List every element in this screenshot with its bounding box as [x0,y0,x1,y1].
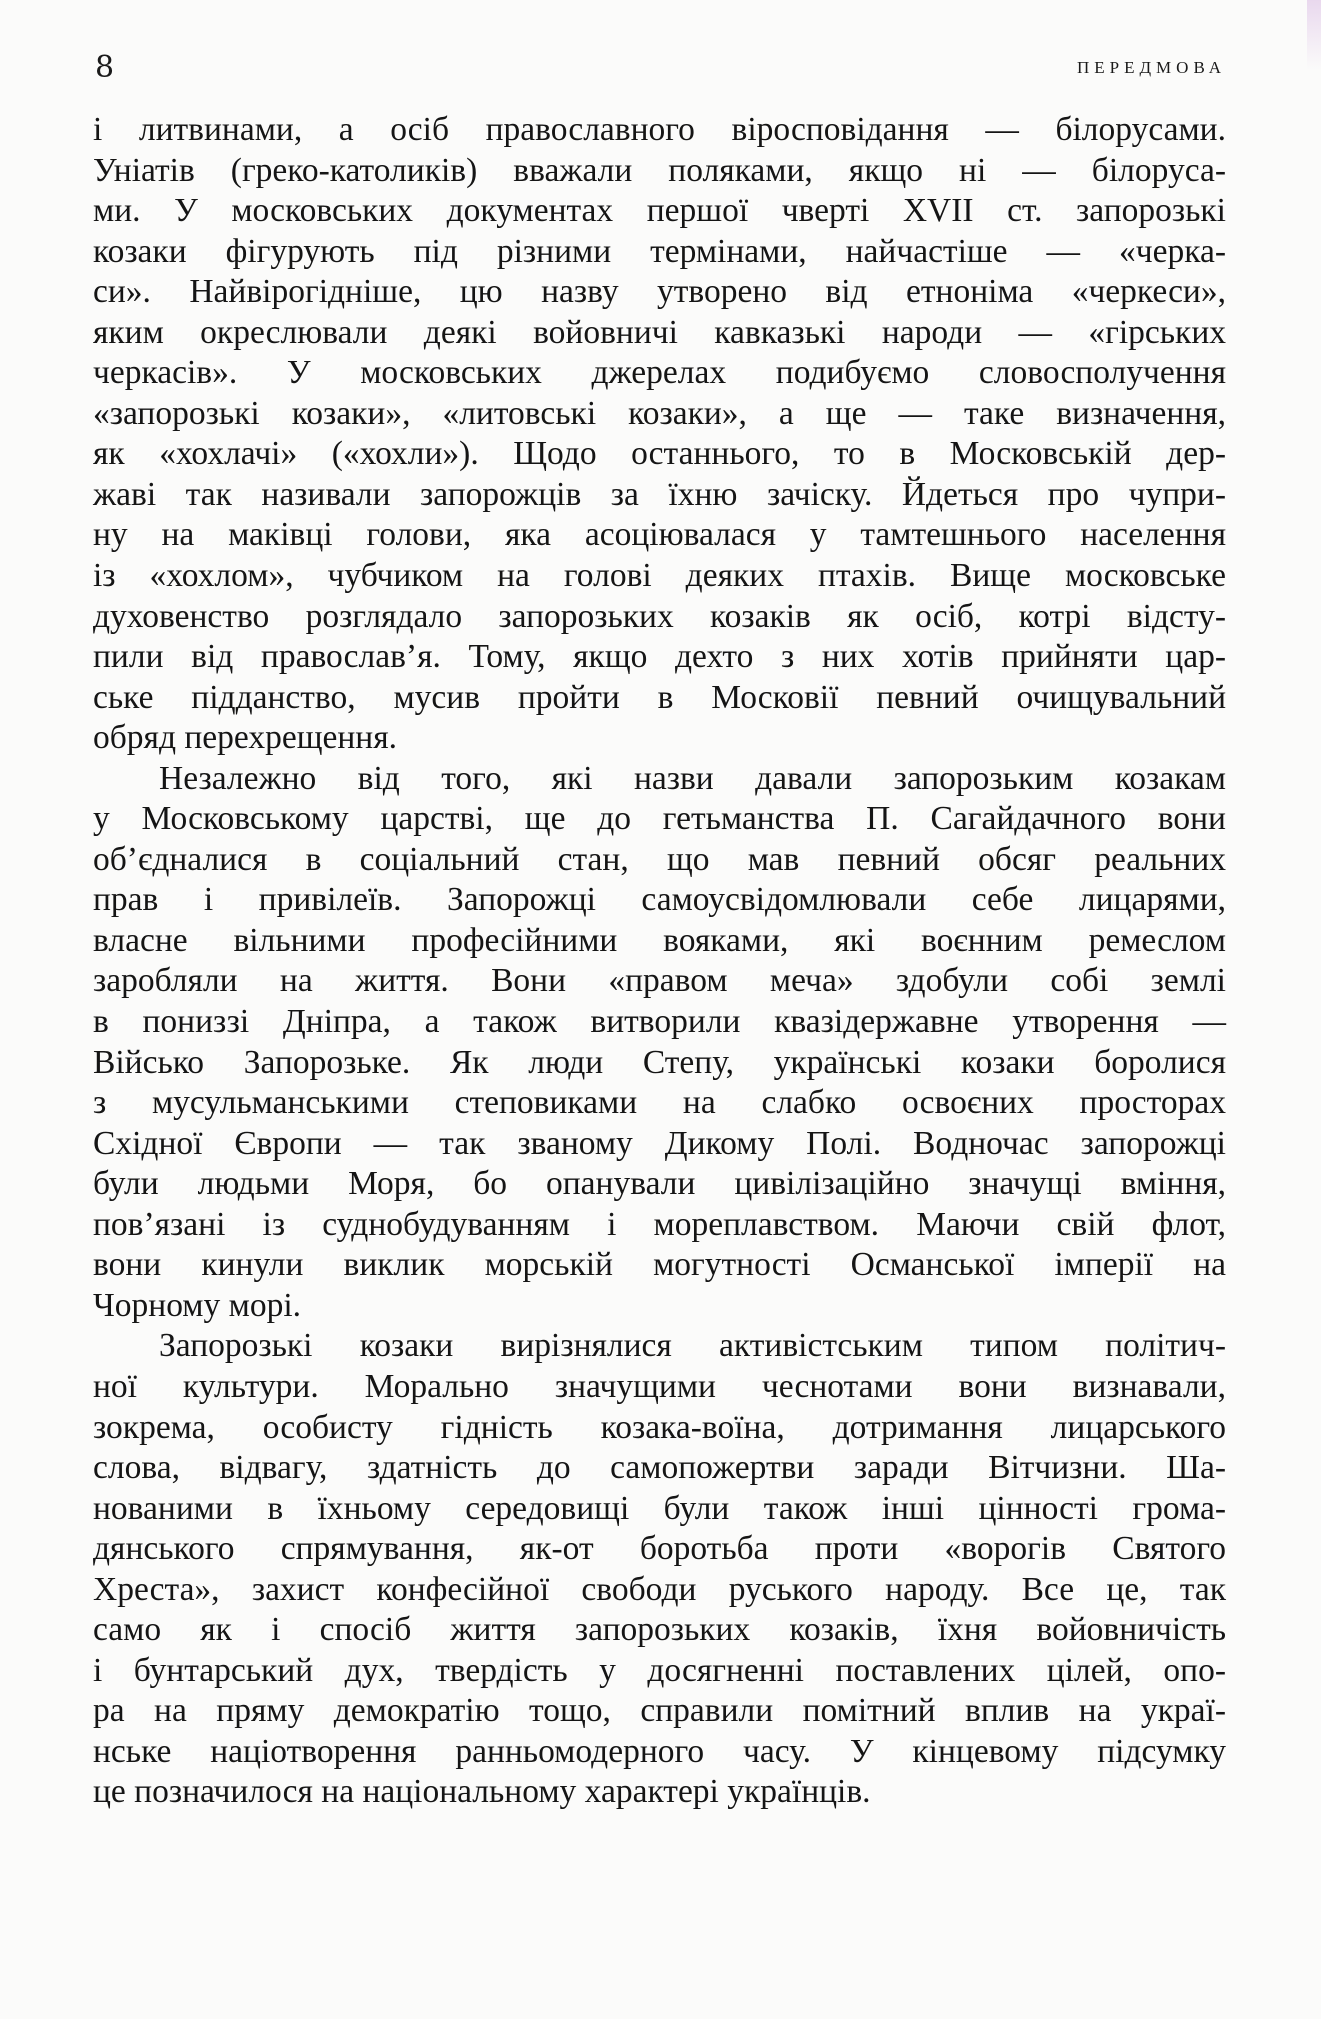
text-line: у Московському царстві, ще до гетьманства П. Сагайдачного вони [93,800,1226,838]
text-line: Уніатів (греко-католиків) вважали поляками, якщо ні — білоруса- [93,151,1226,189]
paragraph-1 [93,110,1226,759]
text-line: обряд перехрещення. [93,719,398,757]
text-line: Хреста», захист конфесійної свободи руського народу. Все це, так [93,1570,1226,1608]
text-line: пов’язані із суднобудуванням і мореплавством. Маючи свій флот, [93,1205,1226,1243]
text-line: ну на маківці голови, яка асоціювалася у тамтешнього населення [93,516,1226,554]
text-line: Чорному морі. [93,1286,302,1324]
text-line: Військо Запорозьке. Як люди Степу, українські козаки боролися [93,1043,1226,1081]
text-line: в пониззі Дніпра, а також витворили квазідержавне утворення — [93,1003,1226,1041]
text-line: «запорозькі козаки», «литовські козаки», а ще — таке визначення, [93,394,1226,432]
text-line: і бунтарський дух, твердість у досягненні поставлених цілей, опо- [93,1651,1226,1689]
text-line: об’єдналися в соціальний стан, що мав певний обсяг реальних [93,840,1226,878]
text-line: вони кинули виклик морській могутності Османської імперії на [93,1246,1226,1284]
text-line: слова, відвагу, здатність до самопожертви заради Вітчизни. Ша- [93,1449,1226,1487]
text-line: нське націотворення ранньомодерного часу. У кінцевому підсумку [93,1732,1226,1770]
text-line: си». Найвірогідніше, цю назву утворено від етноніма «черкеси», [93,273,1226,311]
text-line: духовенство розглядало запорозьких козаків як осіб, котрі відсту- [93,597,1226,635]
text-line: як «хохлачі» («хохли»). Щодо останнього, то в Московській дер- [93,435,1226,473]
text-line: само як і спосіб життя запорозьких козаків, їхня войовничість [93,1611,1226,1649]
body-text [93,110,1226,1813]
text-line: нованими в їхньому середовищі були також інші цінності грома- [93,1489,1226,1527]
text-line: пили від православ’я. Тому, якщо дехто з них хотів прийняти цар- [93,638,1226,676]
text-line: Східної Європи — так званому Дикому Полі. Водночас запорожці [93,1124,1226,1162]
text-line: козаки фігурують під різними термінами, найчастіше — «черка- [93,232,1226,270]
running-title: ПЕРЕДМОВА [1076,58,1226,77]
text-line: ське підданство, мусив пройти в Московії певний очищувальний [93,678,1226,716]
text-line: Запорозькі козаки вирізнялися активістським типом політич- [159,1327,1226,1365]
text-line: і литвинами, а осіб православного віросповідання — білорусами. [93,111,1226,148]
text-line: це позначилося на національному характері українців. [93,1773,871,1811]
paragraph-2 [93,759,1226,1327]
text-line: прав і привілеїв. Запорожці самоусвідомлювали себе лицарями, [93,881,1226,919]
text-line: яким окреслювали деякі войовничі кавказькі народи — «гірських [93,313,1226,351]
paragraph-3 [93,1326,1226,1813]
text-line: черкасів». У московських джерелах подибуємо словосполучення [93,354,1226,392]
text-line: жаві так називали запорожців за їхню зачіску. Йдеться про чупри- [93,475,1226,513]
text-line: дянського спрямування, як-от боротьба проти «ворогів Святого [93,1530,1226,1568]
text-line: ної культури. Морально значущими чеснотами вони визнавали, [93,1367,1226,1405]
text-line: власне вільними професійними вояками, які воєнним ремеслом [93,921,1226,959]
text-line: Незалежно від того, які назви давали запорозьким козакам [159,759,1226,797]
text-line: з мусульманськими степовиками на слабко освоєних просторах [93,1084,1226,1122]
text-line: зокрема, особисту гідність козака-воїна, дотримання лицарського [93,1408,1226,1446]
page-number: 8 [95,50,115,85]
text-line: із «хохлом», чубчиком на голові деяких птахів. Вище московське [93,557,1226,595]
page-edge-tint [1307,0,1321,70]
text-line: заробляли на життя. Вони «правом меча» здобули собі землі [93,962,1226,1000]
text-line: були людьми Моря, бо опанували цивілізаційно значущі вміння, [93,1165,1226,1203]
text-line: ра на пряму демократію тощо, справили помітний вплив на украї- [93,1692,1226,1730]
text-line: ми. У московських документах першої чверті XVII ст. запорозькі [93,192,1226,230]
